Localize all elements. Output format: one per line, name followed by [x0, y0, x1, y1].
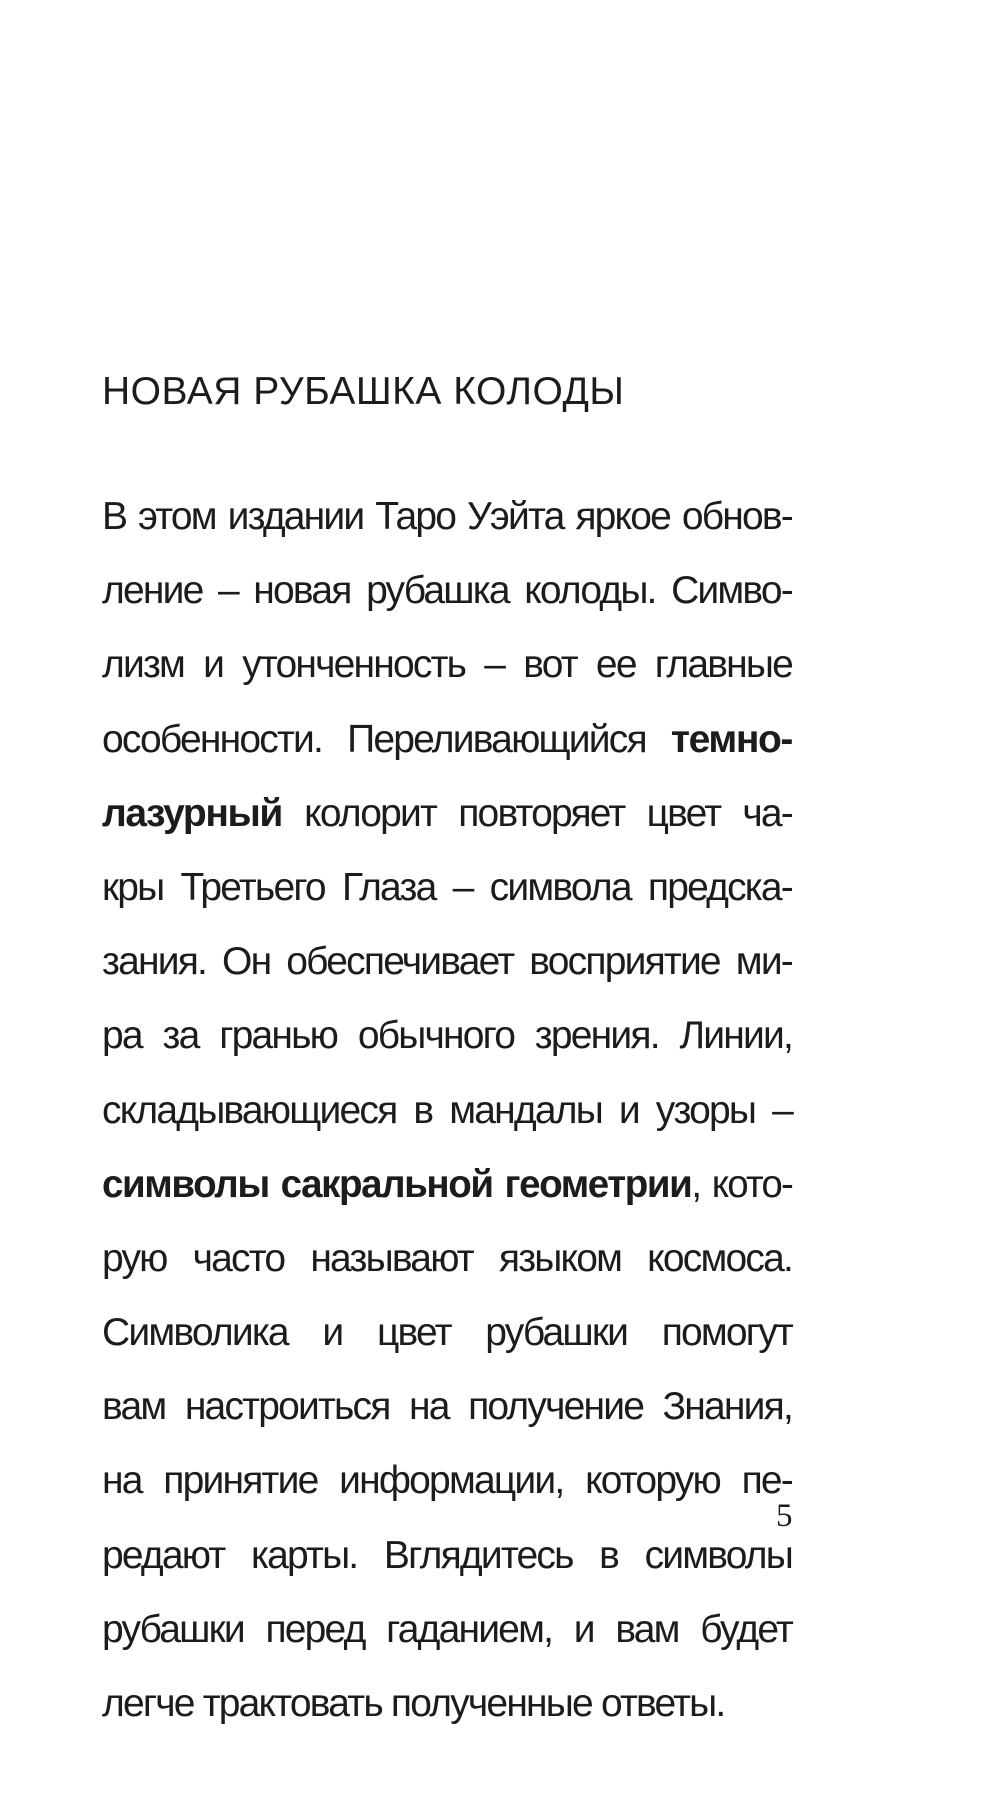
text-segment: складывающиеся в мандалы и узоры –	[102, 1088, 792, 1132]
text-line	[102, 777, 792, 851]
text-segment: Символика и цвет рубашки помогут	[102, 1311, 792, 1355]
bold-text-segment: темно-	[670, 717, 792, 761]
text-segment: В этом издании Таро Уэйта яркое обнов-	[102, 495, 792, 538]
text-line	[102, 1222, 792, 1296]
text-line	[102, 554, 792, 628]
text-segment: легче трактовать полученные ответы.	[102, 1682, 725, 1725]
text-line	[102, 925, 792, 999]
text-line	[102, 999, 792, 1073]
text-line	[102, 1444, 792, 1518]
text-segment: вам настроиться на получение Знания,	[102, 1385, 792, 1429]
text-segment: колорит повторяет цвет ча-	[282, 791, 792, 835]
bold-text-segment: символы сакральной геометрии	[102, 1162, 692, 1206]
text-line	[102, 1667, 792, 1741]
text-line	[102, 1370, 792, 1444]
page-number: 5	[776, 1498, 793, 1534]
text-segment: редают карты. Вглядитесь в символы	[102, 1533, 792, 1577]
text-segment: кры Третьего Глаза – символа предска-	[102, 865, 792, 909]
body-paragraph	[102, 480, 792, 1741]
text-segment: на принятие информации, которую пе-	[102, 1459, 792, 1503]
text-line	[102, 1148, 792, 1222]
text-line	[102, 1519, 792, 1593]
text-line	[102, 1296, 792, 1370]
text-line	[102, 1593, 792, 1667]
text-line	[102, 851, 792, 925]
text-line	[102, 480, 792, 554]
page-heading: НОВАЯ РУБАШКА КОЛОДЫ	[102, 370, 625, 413]
text-line	[102, 703, 792, 777]
bold-text-segment: лазурный	[102, 791, 282, 835]
text-segment: , кото-	[691, 1162, 792, 1206]
text-line	[102, 1074, 792, 1148]
text-segment: особенности. Переливающийся	[102, 717, 671, 761]
text-segment: зания. Он обеспечивает восприятие ми-	[102, 940, 792, 984]
text-segment: рую часто называют языком космоса.	[102, 1236, 792, 1280]
text-segment: ра за гранью обычного зрения. Линии,	[102, 1014, 792, 1058]
text-segment: рубашки перед гаданием, и вам будет	[102, 1607, 792, 1651]
text-line	[102, 628, 792, 702]
text-segment: лизм и утонченность – вот ее главные	[102, 643, 792, 687]
text-segment: ление – новая рубашка колоды. Симво-	[102, 569, 792, 613]
